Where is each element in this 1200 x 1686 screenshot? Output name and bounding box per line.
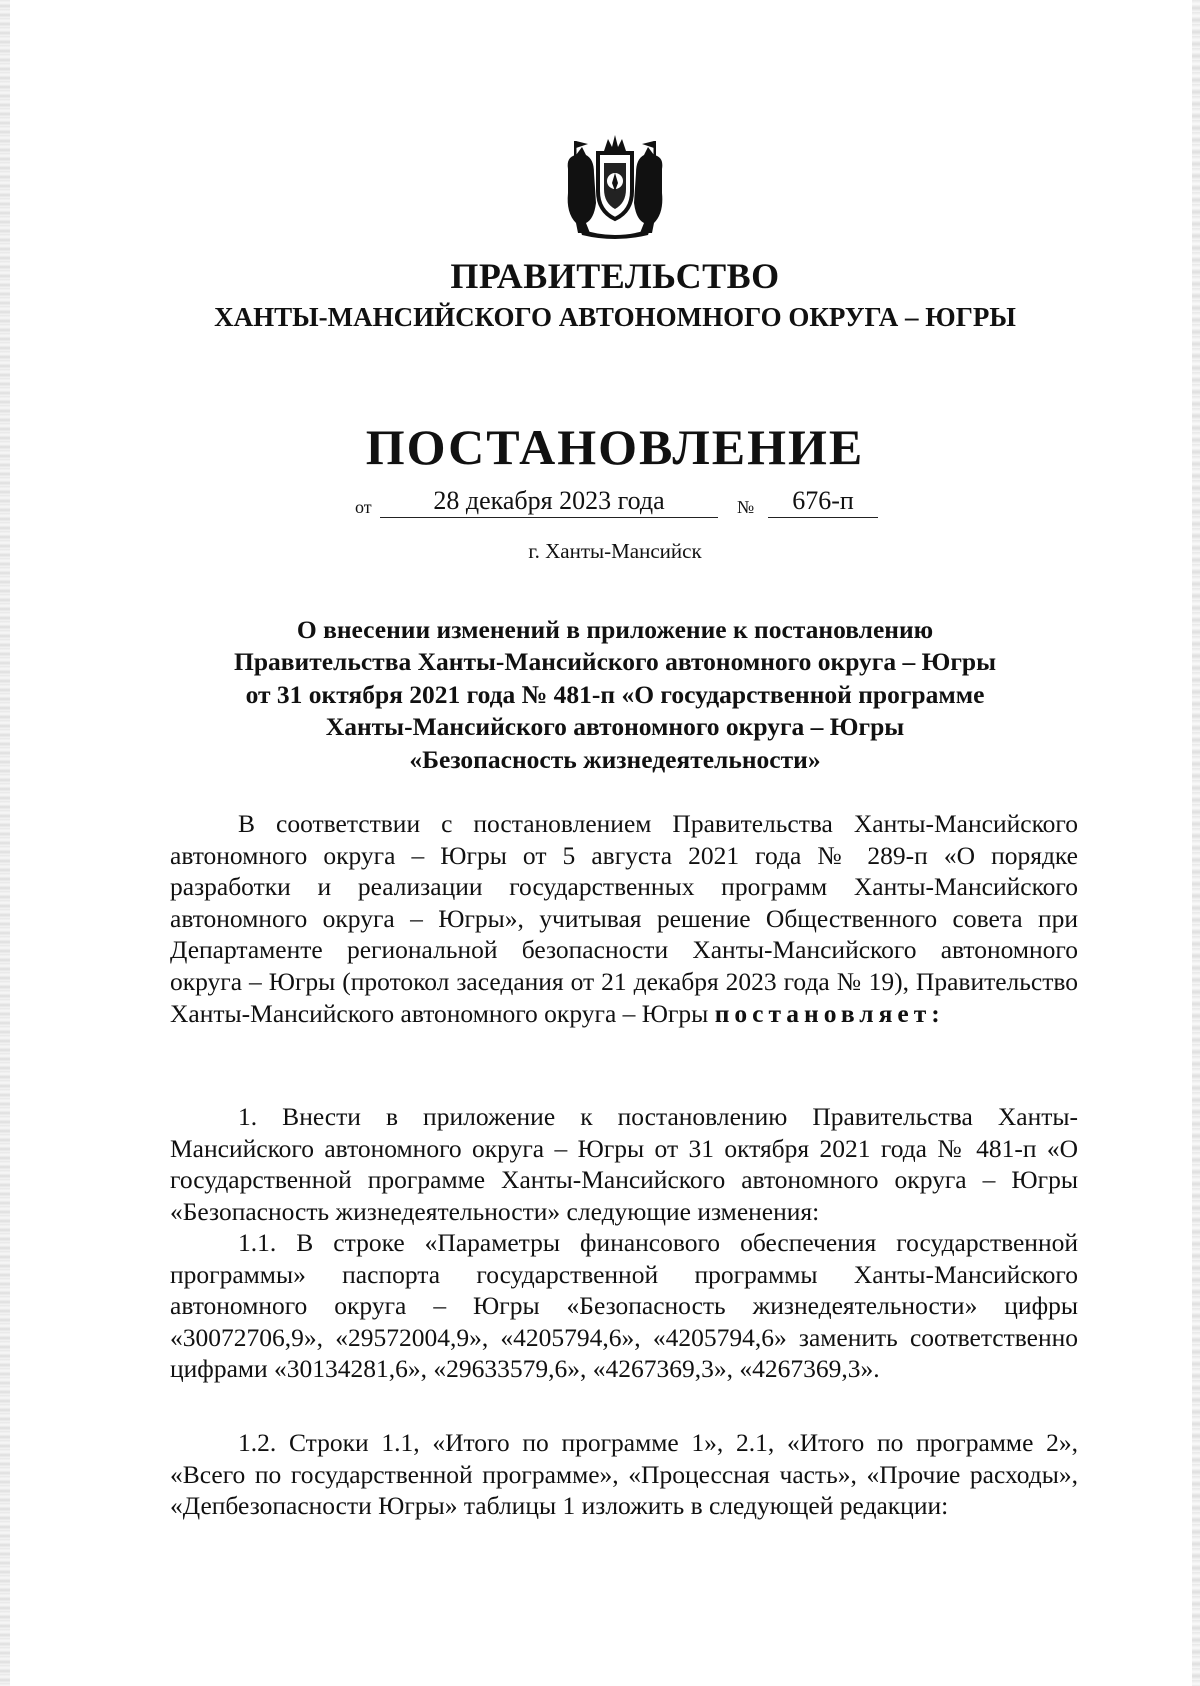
region-title: ХАНТЫ-МАНСИЙСКОГО АВТОНОМНОГО ОКРУГА – ЮГРЫ <box>214 302 1016 332</box>
scan-edge-right <box>1192 0 1200 1686</box>
preamble-text: В соответствии с постановлением Правительства Ханты-Мансийского автономного округа – Югры от 5 августа 2021 года № 289-п «О порядке разработки и реализации государственных программ Ханты-Мансийского автономного округа – Югры», учитывая решение Общественного совета при Департаменте региональной безопасности Ханты-Мансийского автономного округа – Югры (протокол заседания от 21 декабря 2023 года № 19), Правительство Ханты-Мансийского автономного округа – Югры <box>170 809 1078 1028</box>
government-title: ПРАВИТЕЛЬСТВО <box>450 256 780 296</box>
number-prefix: № <box>737 497 755 517</box>
coat-of-arms-emblem <box>560 133 670 239</box>
document-number: 676-п <box>768 487 878 518</box>
document-type: ПОСТАНОВЛЕНИЕ <box>365 419 865 475</box>
heading-line: Правительства Ханты-Мансийского автономного округа – Югры <box>233 647 996 677</box>
heading-line: от 31 октября 2021 года № 481-п «О государственной программе <box>245 679 985 709</box>
item-1-1-paragraph: 1.1. В строке «Параметры финансового обеспечения государственной программы» паспорта государственной программы Ханты-Мансийского автономного округа – Югры «Безопасность жизнедеятельности» цифры «30072706,9», «29572004,9», «4205794,6», «4205794,6» заменить соответственно цифрами «30134281,6», «29633579,6», «4267369,3», «4267369,3». <box>170 1228 1078 1384</box>
document-date: 28 декабря 2023 года <box>380 487 718 518</box>
heading-line: «Безопасность жизнедеятельности» <box>409 744 821 774</box>
heading-line: Ханты-Мансийского автономного округа – Югры <box>325 712 905 742</box>
date-number-line <box>350 487 890 523</box>
resolves-word: постановляет: <box>714 998 945 1028</box>
scan-edge-left <box>0 0 10 1686</box>
document-heading <box>170 614 1060 776</box>
date-prefix: от <box>355 497 372 517</box>
preamble-paragraph <box>170 808 1078 1029</box>
heading-line: О внесении изменений в приложение к постановлению <box>296 615 934 644</box>
item-1-2-paragraph: 1.2. Строки 1.1, «Итого по программе 1», 2.1, «Итого по программе 2», «Всего по государственной программе», «Процессная часть», «Прочие расходы», «Депбезопасности Югры» таблицы 1 изложить в следующей редакции: <box>170 1428 1078 1521</box>
item-1-paragraph: 1. Внести в приложение к постановлению Правительства Ханты-Мансийского автономного округа – Югры от 31 октября 2021 года № 481-п «О государственной программе Ханты-Мансийского автономного округа – Югры «Безопасность жизнедеятельности» следующие изменения: <box>170 1102 1078 1226</box>
document-city: г. Ханты-Мансийск <box>528 539 702 563</box>
